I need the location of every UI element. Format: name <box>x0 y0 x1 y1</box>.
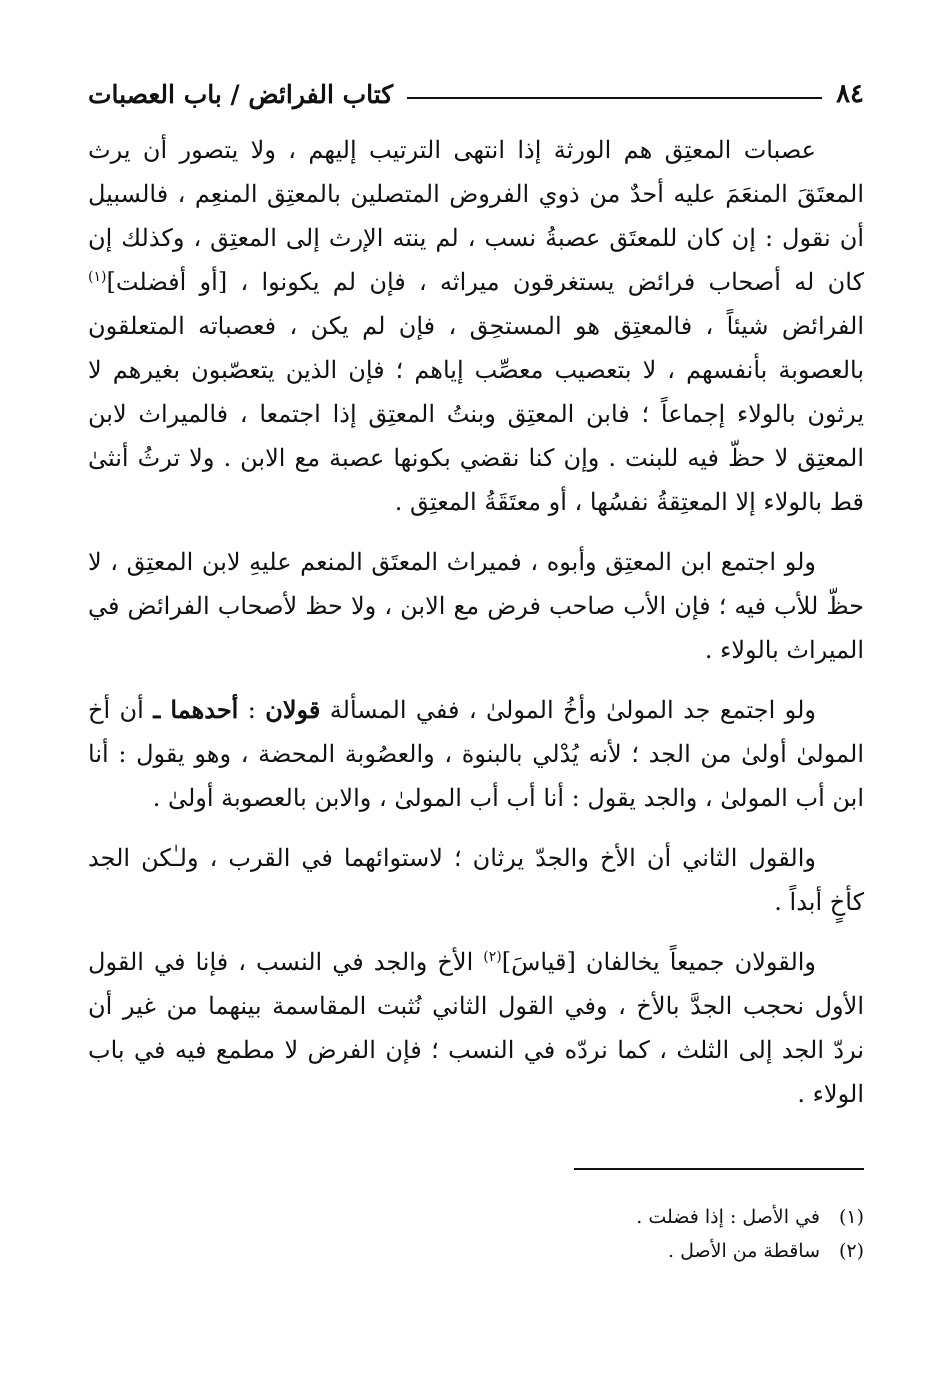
paragraph-5 <box>88 940 864 1116</box>
footnote-2-text: ساقطة من الأصل . <box>668 1240 820 1262</box>
footnote-2-number: (٢) <box>838 1240 864 1262</box>
paragraph-3-bold-b: أحدهما ـ <box>153 695 239 724</box>
paragraph-2 <box>88 540 864 672</box>
header-rule <box>407 97 822 99</box>
footnote-rule <box>574 1168 864 1170</box>
page-number: ٨٤ <box>836 79 864 109</box>
paragraph-5-text-a: والقولان جميعاً يخالفان [قياسَ] <box>501 948 817 976</box>
footnote-ref-2: (٢) <box>483 949 502 965</box>
running-title: كتاب الفرائض / باب العصبات <box>88 79 394 109</box>
main-text <box>88 128 864 1132</box>
paragraph-1-text-b: الفرائض شيئاً ، فالمعتِق هو المستحِق ، فإن لم يكن ، فعصباته المتعلقون بالعصوبة بأنفسهم ، لا بتعصيب معصِّب إياهم ؛ فإن الذين يتعصّبون بغيرهم لا يرثون بالولاء إجماعاً ؛ فابن المعتِق وبنتُ المعتِق إذا اجتمعا ، فالميراث لابن المعتِق لا حظّ فيه للبنت . وإن كنا نقضي بكونها عصبة مع الابن . ولا ترثُ أنثىٰ قط بالولاء إلا المعتِقةُ نفسُها ، أو معتَقَةُ المعتِق . <box>88 312 864 516</box>
paragraph-1-text-a: عصبات المعتِق هم الورثة إذا انتهى الترتيب إليهم ، ولا يتصور أن يرث المعتَقَ المنعَمَ عليه أحدٌ من ذوي الفروض المتصلين بالمعتِق المنعِم ، فالسبيل أن نقول : إن كان للمعتَق عصبةُ نسب ، لم ينته الإرث إلى المعتِق ، وكذلك إن كان له أصحاب فرائض يستغرقون ميراثه ، فإن لم يكونوا ، [أو أفضلت] <box>88 136 864 296</box>
paragraph-4 <box>88 836 864 924</box>
footnote-1-number: (١) <box>838 1206 864 1228</box>
paragraph-1 <box>88 128 864 524</box>
footnote-1 <box>88 1200 864 1234</box>
footnote-1-text: في الأصل : إذا فضلت . <box>636 1206 820 1228</box>
paragraph-3-bold-a: قولان <box>265 695 321 724</box>
paragraph-5-text-b: الأخ والجد في النسب ، فإنا في القول الأول نحجب الجدَّ بالأخ ، وفي القول الثاني نُثبت المقاسمة بينهما من غير أن نردّ الجد إلى الثلث ، كما نردّه في النسب ؛ فإن الفرض لا مطمع فيه في باب الولاء . <box>88 948 864 1108</box>
page-header <box>88 72 864 116</box>
paragraph-4-text: والقول الثاني أن الأخ والجدّ يرثان ؛ لاستوائهما في القرب ، ولـٰكن الجد كأخٍ أبداً . <box>88 844 864 916</box>
paragraph-3-text-c: أن أخ المولىٰ أولىٰ من الجد ؛ لأنه يُدْلي بالبنوة ، والعصُوبة المحضة ، وهو يقول : أنا ابن أب المولىٰ ، والجد يقول : أنا أب أب المولىٰ ، والابن بالعصوبة أولىٰ . <box>88 696 864 812</box>
paragraph-3-text-b: : <box>238 696 266 724</box>
paragraph-3 <box>88 688 864 820</box>
footnote-2 <box>88 1234 864 1268</box>
footnotes <box>88 1200 864 1268</box>
paragraph-3-text-a: ولو اجتمع جد المولىٰ وأخُ المولىٰ ، ففي المسألة <box>320 696 816 724</box>
footnote-ref-1: (١) <box>88 269 107 285</box>
paragraph-2-text: ولو اجتمع ابن المعتِق وأبوه ، فميراث المعتَق المنعم عليهِ لابن المعتِق ، لا حظّ للأب فيه ؛ فإن الأب صاحب فرض مع الابن ، ولا حظ لأصحاب الفرائض في الميراث بالولاء . <box>88 548 864 664</box>
